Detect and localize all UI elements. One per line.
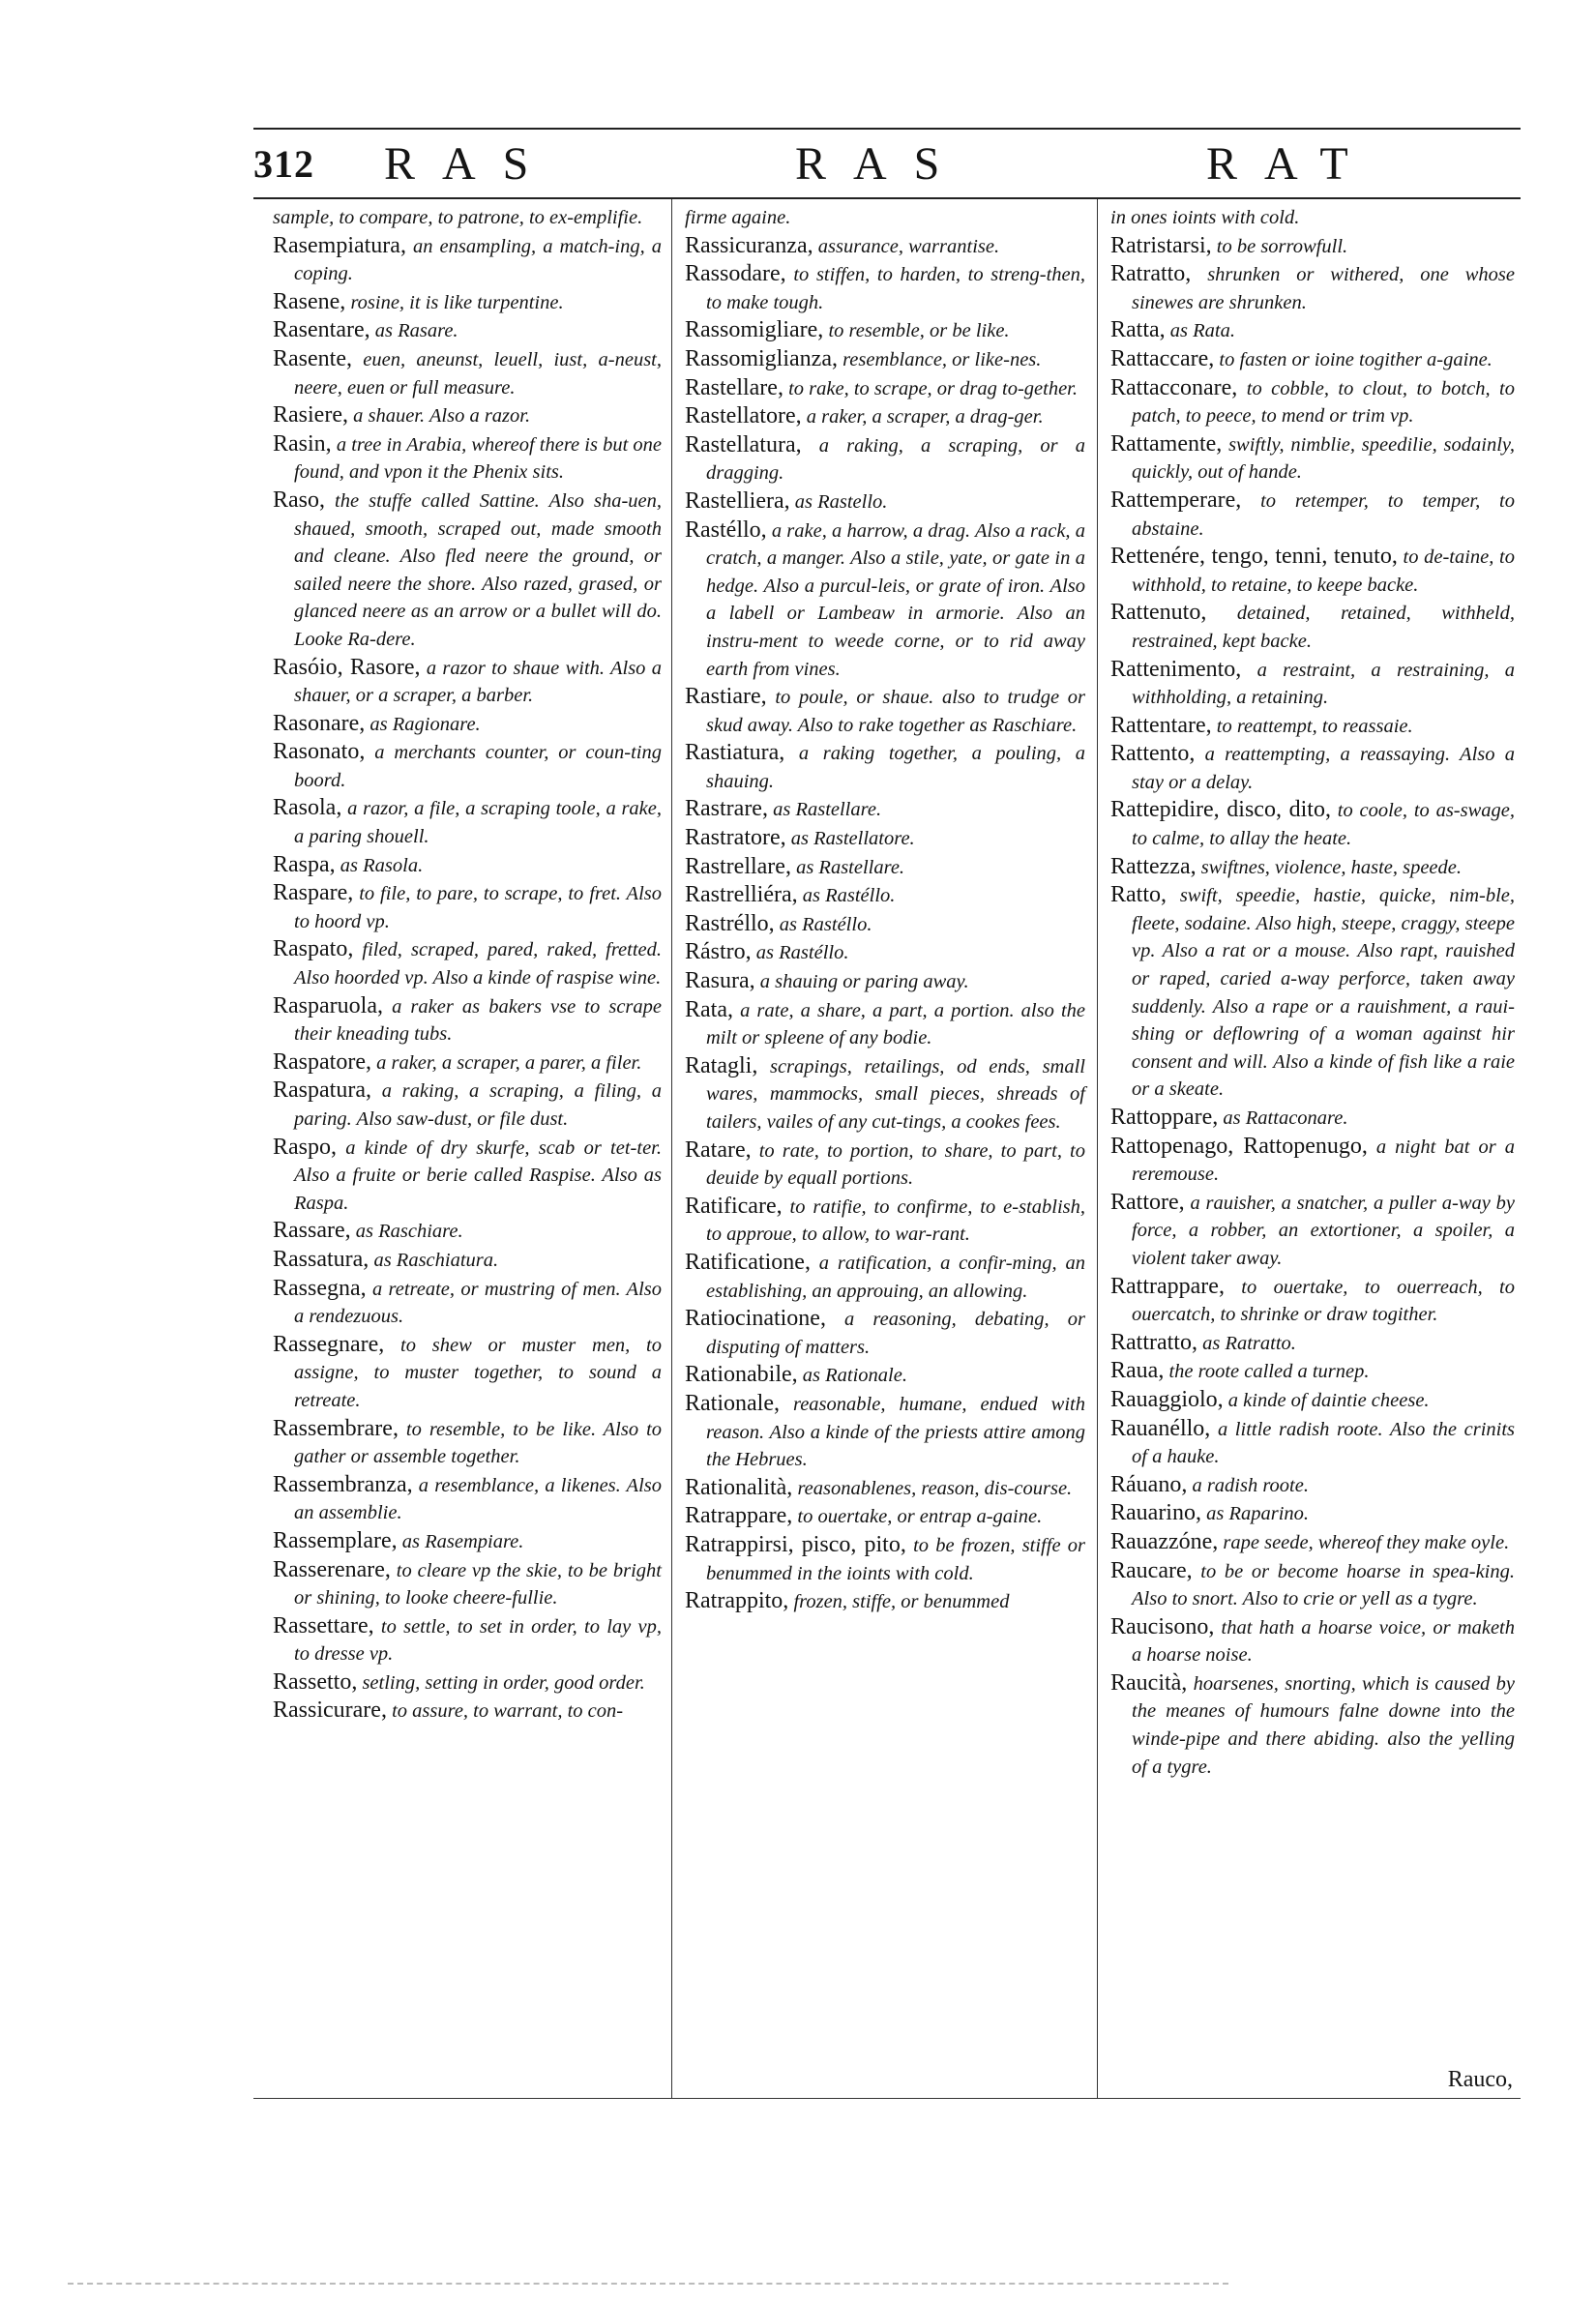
- entry-headword: Rastéllo,: [685, 516, 767, 543]
- entry-definition: as Rastellare.: [773, 799, 882, 821]
- entry-definition: frozen, stiffe, or benummed: [793, 1591, 1010, 1613]
- entry-definition: a raker, a scraper, a drag-ger.: [806, 406, 1044, 428]
- entry-definition: as Raschiatura.: [373, 1249, 499, 1271]
- entry-headword: Rastellatura,: [685, 431, 802, 457]
- entry-headword: Rattenimento,: [1110, 656, 1242, 682]
- entry-headword: Rasempiatura,: [273, 232, 406, 258]
- dictionary-entry: [1110, 1613, 1515, 1669]
- dictionary-entry: [1110, 1528, 1515, 1557]
- entry-headword: Rastrellare,: [685, 853, 791, 879]
- dictionary-column-1: [273, 203, 662, 1726]
- entry-headword: Rassatura,: [273, 1246, 369, 1272]
- entry-headword: Rasóio, Rasore,: [273, 654, 421, 680]
- dictionary-entry: [273, 1048, 662, 1077]
- entry-headword: Raso,: [273, 487, 325, 513]
- dictionary-entry: [685, 1502, 1085, 1531]
- dictionary-entry: [1110, 1499, 1515, 1528]
- entry-definition: sample, to compare, to patrone, to ex-emplifie.: [273, 207, 643, 228]
- dictionary-entry: [1110, 1189, 1515, 1273]
- entry-definition: to fasten or ioine togither a-gaine.: [1219, 348, 1493, 370]
- entry-headword: Ratratto,: [1110, 261, 1192, 287]
- entry-headword: Rationabile,: [685, 1362, 798, 1388]
- entry-headword: Rattore,: [1110, 1189, 1185, 1215]
- entry-definition: to shew or muster men, to assigne, to muster together, to sound a retreate.: [294, 1334, 662, 1411]
- entry-definition: rape seede, whereof they make oyle.: [1223, 1531, 1510, 1553]
- entry-definition: to retemper, to temper, to abstaine.: [1132, 489, 1515, 540]
- dictionary-entry: [1110, 543, 1515, 599]
- entry-definition: to assure, to warrant, to con-: [392, 1700, 624, 1723]
- entry-headword: Rattentare,: [1110, 712, 1212, 738]
- entry-definition: a resemblance, a likenes. Also an assemblie.: [294, 1474, 662, 1524]
- dictionary-entry: [273, 1556, 662, 1612]
- entry-definition: the roote called a turnep.: [1168, 1361, 1370, 1383]
- dictionary-entry: [1110, 599, 1515, 655]
- dictionary-entry: [273, 1275, 662, 1331]
- bottom-rule: [253, 2098, 1521, 2099]
- dictionary-entry: [685, 1361, 1085, 1390]
- entry-definition: to file, to pare, to scrape, to fret. Also to hoord vp.: [294, 883, 662, 932]
- entry-definition: firme againe.: [685, 207, 791, 228]
- entry-definition: a shauer. Also a razor.: [353, 405, 531, 428]
- entry-definition: as Rastellare.: [796, 856, 905, 878]
- entry-definition: a ratification, a confir-ming, an establishing, an approuing, an allowing.: [706, 1252, 1086, 1302]
- dictionary-entry: [273, 710, 662, 739]
- entry-definition: an ensampling, a match-ing, a coping.: [294, 235, 662, 285]
- dictionary-entry: [273, 1697, 662, 1726]
- dictionary-entry: [1110, 345, 1515, 374]
- dictionary-entry: [685, 938, 1085, 967]
- entry-headword: Rassemplare,: [273, 1527, 398, 1553]
- entry-definition: a raker as bakers vse to scrape their kneading tubs.: [294, 995, 663, 1046]
- entry-definition: in ones ioints with cold.: [1110, 207, 1300, 228]
- entry-definition: to be frozen, stiffe or benummed in the ioints with cold.: [706, 1534, 1086, 1584]
- entry-definition: as Rastello.: [794, 490, 888, 513]
- entry-headword: Rauazzóne,: [1110, 1528, 1219, 1554]
- entry-headword: Rasin,: [273, 430, 332, 457]
- dictionary-entry: [1110, 430, 1515, 487]
- dictionary-entry: [273, 1217, 662, 1246]
- entry-definition: as Ratratto.: [1202, 1332, 1296, 1354]
- entry-headword: Rattoppare,: [1110, 1105, 1219, 1130]
- entry-definition: to be sorrowfull.: [1216, 235, 1348, 257]
- dictionary-entry: [685, 1531, 1085, 1587]
- page-header: [253, 135, 1521, 199]
- entry-definition: as Rasare.: [374, 320, 458, 342]
- entry-headword: Rastréllo,: [685, 910, 775, 936]
- entry-headword: Rastellare,: [685, 374, 783, 400]
- dictionary-entry: [273, 203, 662, 232]
- entry-headword: Rationale,: [685, 1390, 780, 1416]
- entry-headword: Rassomigliare,: [685, 317, 824, 343]
- dictionary-entry: [273, 345, 662, 401]
- dictionary-entry: [273, 1668, 662, 1697]
- entry-headword: Rassicurare,: [273, 1697, 387, 1724]
- dictionary-entry: [273, 288, 662, 317]
- dictionary-entry: [685, 996, 1085, 1052]
- dictionary-entry: [685, 1136, 1085, 1193]
- dictionary-entry: [685, 232, 1085, 261]
- dictionary-entry: [685, 316, 1085, 345]
- entry-headword: Rasonato,: [273, 739, 366, 765]
- entry-definition: a kinde of dry skurfe, scab or tet-ter. Also a fruite or berie called Raspise. Also as Raspa.: [294, 1136, 662, 1214]
- entry-definition: to ouertake, or entrap a-gaine.: [797, 1506, 1043, 1528]
- dictionary-entry: [273, 1471, 662, 1527]
- entry-definition: a radish roote.: [1192, 1474, 1309, 1496]
- dictionary-entry: [273, 1415, 662, 1471]
- entry-definition: as Rata.: [1169, 320, 1235, 342]
- dictionary-entry: [1110, 853, 1515, 882]
- entry-definition: as Rationale.: [802, 1365, 907, 1387]
- entry-headword: Rattaccare,: [1110, 345, 1215, 371]
- entry-headword: Rassegna,: [273, 1275, 367, 1301]
- entry-definition: a shauing or paring away.: [759, 971, 969, 993]
- dictionary-entry: [685, 260, 1085, 316]
- dictionary-entry: [273, 487, 662, 654]
- entry-headword: Rassicuranza,: [685, 232, 813, 258]
- entry-definition: as Rasempiare.: [401, 1530, 524, 1552]
- entry-headword: Ráuano,: [1110, 1471, 1188, 1497]
- dictionary-column-2: [685, 203, 1085, 1616]
- column-divider-2: [1097, 199, 1098, 2099]
- entry-definition: a razor, a file, a scraping toole, a rake, a paring shouell.: [294, 798, 663, 848]
- dictionary-entry: [273, 1077, 662, 1133]
- entry-headword: Rasene,: [273, 288, 346, 314]
- entry-headword: Ratificatione,: [685, 1249, 811, 1275]
- scan-edge-mark: [68, 2283, 1228, 2290]
- entry-headword: Rasiere,: [273, 402, 348, 428]
- entry-definition: to cobble, to clout, to botch, to patch, to peece, to mend or trim vp.: [1132, 377, 1516, 428]
- dictionary-entry: [1110, 1386, 1515, 1415]
- entry-headword: Raspatura,: [273, 1077, 371, 1104]
- entry-definition: as Rastéllo.: [755, 942, 849, 964]
- entry-headword: Rasola,: [273, 795, 342, 821]
- dictionary-entry: [685, 853, 1085, 882]
- entry-headword: Rattemperare,: [1110, 487, 1242, 513]
- entry-headword: Raucità,: [1110, 1669, 1188, 1696]
- entry-definition: euen, aneunst, leuell, iust, a-neust, neere, euen or full measure.: [294, 348, 662, 398]
- entry-headword: Ratrappare,: [685, 1503, 793, 1529]
- dictionary-entry: [1110, 656, 1515, 712]
- entry-headword: Rata,: [685, 996, 733, 1022]
- entry-headword: Ratrappito,: [685, 1588, 789, 1614]
- entry-definition: swiftnes, violence, haste, speede.: [1200, 856, 1463, 878]
- dictionary-entry: [685, 824, 1085, 853]
- entry-headword: Rassetto,: [273, 1668, 358, 1695]
- entry-definition: as Raschiare.: [355, 1221, 463, 1243]
- entry-headword: Rasserenare,: [273, 1556, 391, 1582]
- entry-definition: shrunken or withered, one whose sinewes are shrunken.: [1132, 264, 1515, 313]
- entry-headword: Rassembranza,: [273, 1471, 413, 1497]
- dictionary-entry: [273, 879, 662, 935]
- entry-headword: Rassare,: [273, 1218, 351, 1244]
- dictionary-entry: [1110, 1104, 1515, 1133]
- dictionary-page: [253, 135, 1521, 2099]
- entry-definition: as Rastéllo.: [802, 885, 896, 907]
- dictionary-entry: [1110, 487, 1515, 543]
- dictionary-entry: [1110, 1415, 1515, 1471]
- entry-headword: Ratificare,: [685, 1193, 783, 1219]
- entry-headword: Rastellatore,: [685, 403, 802, 429]
- entry-definition: to rake, to scrape, or drag to-gether.: [788, 377, 1078, 399]
- entry-definition: a rate, a share, a part, a portion. also the milt or spleene of any bodie.: [706, 999, 1085, 1049]
- entry-definition: a merchants counter, or coun-ting boord.: [294, 742, 662, 791]
- dictionary-entry: [685, 1052, 1085, 1136]
- entry-definition: a raking, a scraping, or a dragging.: [706, 434, 1086, 485]
- entry-headword: Ratta,: [1110, 317, 1166, 343]
- entry-headword: Rastrelliéra,: [685, 882, 798, 908]
- dictionary-entry: [273, 794, 662, 850]
- dictionary-entry: [1110, 1557, 1515, 1613]
- entry-definition: that hath a hoarse voice, or maketh a hoarse noise.: [1132, 1616, 1516, 1667]
- entry-headword: Raspa,: [273, 851, 336, 877]
- entry-definition: a razor to shaue with. Also a shauer, or a scraper, a barber.: [294, 657, 662, 707]
- entry-headword: Rastiatura,: [685, 740, 785, 766]
- entry-headword: Ratare,: [685, 1136, 752, 1163]
- entry-definition: hoarsenes, snorting, which is caused by the meanes of humours falne downe into the winde-pipe and there abiding. also the yelling of a tygre.: [1132, 1672, 1515, 1778]
- dictionary-entry: [685, 1390, 1085, 1474]
- entry-definition: to rate, to portion, to share, to part, to deuide by equall portions.: [706, 1139, 1085, 1190]
- entry-definition: filed, scraped, pared, raked, fretted. Also hoorded vp. Also a kinde of raspise wine.: [294, 939, 662, 989]
- dictionary-entry: [685, 1587, 1085, 1616]
- entry-definition: to poule, or shaue. also to trudge or skud away. Also to rake together as Raschiare.: [706, 687, 1085, 736]
- entry-headword: Rastelliera,: [685, 487, 790, 514]
- dictionary-entry: [685, 1193, 1085, 1249]
- dictionary-entry: [685, 967, 1085, 996]
- entry-headword: Rauanéllo,: [1110, 1415, 1211, 1441]
- entry-definition: a raking together, a pouling, a shauing.: [706, 743, 1085, 792]
- entry-headword: Rasura,: [685, 968, 755, 994]
- entry-headword: Raspato,: [273, 936, 354, 962]
- entry-definition: a little radish roote. Also the crinits of a hauke.: [1132, 1418, 1516, 1468]
- entry-definition: as Raparino.: [1206, 1503, 1310, 1525]
- dictionary-entry: [685, 1305, 1085, 1361]
- dictionary-entry: [685, 683, 1085, 739]
- dictionary-entry: [273, 851, 662, 880]
- entry-definition: a restraint, a restraining, a withholding, a retaining.: [1132, 659, 1516, 709]
- entry-headword: Raucare,: [1110, 1557, 1193, 1583]
- entry-headword: Raspo,: [273, 1134, 337, 1160]
- entry-definition: as Ragionare.: [369, 713, 481, 735]
- entry-headword: Rassomiglianza,: [685, 345, 838, 371]
- dictionary-entry: [273, 232, 662, 288]
- entry-definition: reasonablenes, reason, dis-course.: [797, 1477, 1073, 1499]
- dictionary-entry: [273, 935, 662, 991]
- dictionary-entry: [685, 910, 1085, 939]
- dictionary-entry: [1110, 260, 1515, 316]
- entry-definition: swift, speedie, hastie, quicke, nim-ble, fleete, sodaine. Also high, steepe, craggy, steepe vp. Also a rat or a mouse. Also rapt, rauished or raped, caried a-way perforce, taken away suddenly. Also a rape or a rauishment, a raui-shing or deflowring of a woman against hir consent and will. Also a kinde of fish like a raie or a skeate.: [1132, 885, 1516, 1101]
- dictionary-entry: [273, 1527, 662, 1556]
- entry-definition: a rake, a harrow, a drag. Also a rack, a cratch, a manger. Also a stile, yate, or gate in a hedge. Also a purcul-leis, or grate of iron. Also a labell or Lambeaw in armorie. Also an instru-ment to weede corne, or to rid away earth from vines.: [706, 519, 1085, 680]
- dictionary-entry: [1110, 740, 1515, 796]
- catchword: Rauco,: [1447, 2067, 1513, 2092]
- entry-headword: Rettenére, tengo, tenni, tenuto,: [1110, 544, 1398, 570]
- entry-headword: Rastratore,: [685, 825, 786, 851]
- entry-headword: Rassembrare,: [273, 1415, 399, 1441]
- entry-headword: Rattacconare,: [1110, 374, 1238, 400]
- dictionary-entry: [273, 654, 662, 710]
- dictionary-entry: [273, 738, 662, 794]
- dictionary-entry: [1110, 1357, 1515, 1386]
- entry-headword: Rattezza,: [1110, 853, 1197, 879]
- entry-headword: Rattratto,: [1110, 1329, 1197, 1355]
- dictionary-entry: [685, 1474, 1085, 1503]
- entry-definition: to resemble, or be like.: [828, 320, 1010, 342]
- top-rule: [253, 128, 1521, 130]
- dictionary-entry: [273, 430, 662, 487]
- dictionary-entry: [685, 374, 1085, 403]
- dictionary-entry: [273, 401, 662, 430]
- entry-headword: Rastrare,: [685, 796, 768, 822]
- entry-definition: detained, retained, withheld, restrained, kept backe.: [1132, 603, 1515, 652]
- dictionary-entry: [1110, 881, 1515, 1104]
- entry-headword: Raspatore,: [273, 1048, 371, 1075]
- entry-definition: a night bat or a reremouse.: [1132, 1136, 1515, 1186]
- dictionary-entry: [273, 1612, 662, 1668]
- entry-definition: scrapings, retailings, od ends, small wares, mammocks, small pieces, shreads of tailers, vailes of any cut-tings, a cookes fees.: [706, 1055, 1086, 1133]
- entry-definition: to cleare vp the skie, to be bright or shining, to looke cheere-fullie.: [294, 1559, 662, 1609]
- entry-definition: to resemble, to be like. Also to gather or assemble together.: [294, 1418, 663, 1468]
- entry-definition: as Rattaconare.: [1223, 1107, 1348, 1129]
- dictionary-entry: [1110, 1329, 1515, 1358]
- column-divider-1: [671, 199, 672, 2099]
- entry-headword: Rassodare,: [685, 261, 786, 287]
- entry-headword: Rástro,: [685, 939, 752, 965]
- entry-headword: Rasente,: [273, 345, 352, 371]
- entry-definition: a raker, a scraper, a parer, a filer.: [376, 1051, 642, 1074]
- entry-definition: to ouertake, to ouerreach, to ouercatch, to shrinke or draw togither.: [1132, 1276, 1515, 1326]
- dictionary-entry: [273, 316, 662, 345]
- entry-definition: resemblance, or like-nes.: [842, 348, 1042, 370]
- entry-headword: Rattamente,: [1110, 430, 1223, 457]
- running-head-right: RAT: [1206, 138, 1375, 190]
- entry-definition: setling, setting in order, good order.: [362, 1671, 645, 1694]
- entry-headword: Rassegnare,: [273, 1331, 385, 1357]
- dictionary-entry: [1110, 1669, 1515, 1781]
- entry-headword: Rassettare,: [273, 1612, 374, 1638]
- entry-definition: a kinde of daintie cheese.: [1227, 1389, 1430, 1411]
- entry-definition: a raking, a scraping, a filing, a paring. Also saw-dust, or file dust.: [294, 1080, 662, 1130]
- entry-headword: Ratiocinatione,: [685, 1306, 826, 1332]
- entry-headword: Raspare,: [273, 880, 354, 906]
- entry-headword: Rationalità,: [685, 1474, 793, 1500]
- entry-definition: swiftly, nimblie, speedilie, sodainly, quickly, out of hande.: [1132, 433, 1515, 484]
- dictionary-entry: [273, 992, 662, 1048]
- entry-definition: as Rastéllo.: [779, 913, 872, 935]
- dictionary-entry: [1110, 1471, 1515, 1500]
- entry-definition: rosine, it is like turpentine.: [350, 291, 564, 313]
- dictionary-entry: [685, 516, 1085, 684]
- dictionary-entry: [685, 1249, 1085, 1305]
- entry-definition: to ratifie, to confirme, to e-stablish, to approue, to allow, to war-rant.: [706, 1195, 1085, 1246]
- entry-definition: to be or become hoarse in spea-king. Also to snort. Also to crie or yell as a tygre.: [1132, 1560, 1515, 1610]
- entry-definition: a tree in Arabia, whereof there is but one found, and vpon it the Phenix sits.: [294, 433, 662, 484]
- entry-headword: Rastiare,: [685, 684, 767, 710]
- dictionary-entry: [685, 345, 1085, 374]
- entry-definition: a rauisher, a snatcher, a puller a-way by force, a robber, an extortioner, a spoiler, a violent taker away.: [1132, 1192, 1516, 1269]
- dictionary-entry: [273, 1134, 662, 1218]
- dictionary-entry: [685, 203, 1085, 232]
- dictionary-entry: [1110, 232, 1515, 261]
- dictionary-entry: [1110, 203, 1515, 232]
- entry-headword: Rattrappare,: [1110, 1273, 1225, 1299]
- entry-headword: Rattenuto,: [1110, 600, 1207, 626]
- entry-definition: a reasoning, debating, or disputing of matters.: [706, 1309, 1085, 1358]
- entry-headword: Rattento,: [1110, 741, 1196, 767]
- entry-headword: Rauarino,: [1110, 1500, 1201, 1526]
- running-head-center: RAS: [795, 138, 967, 190]
- entry-headword: Rattepidire, disco, dito,: [1110, 797, 1331, 823]
- entry-definition: to coole, to as-swage, to calme, to allay the heate.: [1132, 800, 1515, 850]
- entry-headword: Raucisono,: [1110, 1613, 1215, 1639]
- entry-definition: as Rasola.: [340, 854, 424, 876]
- dictionary-entry: [685, 795, 1085, 824]
- dictionary-entry: [685, 431, 1085, 487]
- entry-headword: Raua,: [1110, 1358, 1165, 1384]
- entry-headword: Rasonare,: [273, 710, 366, 736]
- entry-definition: to stiffen, to harden, to streng-then, to make tough.: [706, 264, 1085, 313]
- running-head-left: RAS: [384, 138, 556, 190]
- dictionary-entry: [1110, 374, 1515, 430]
- entry-headword: Rauaggiolo,: [1110, 1386, 1224, 1412]
- entry-definition: to de-taine, to withhold, to retaine, to keepe backe.: [1132, 546, 1515, 596]
- dictionary-entry: [1110, 796, 1515, 852]
- dictionary-column-3: [1110, 203, 1515, 1781]
- entry-definition: a reattempting, a reassaying. Also a stay or a delay.: [1132, 744, 1515, 793]
- entry-headword: Ratto,: [1110, 882, 1167, 908]
- entry-definition: assurance, warrantise.: [817, 235, 1000, 257]
- entry-headword: Ratristarsi,: [1110, 232, 1212, 258]
- dictionary-entry: [1110, 712, 1515, 741]
- entry-headword: Ratagli,: [685, 1052, 758, 1078]
- dictionary-entry: [273, 1331, 662, 1415]
- dictionary-entry: [1110, 316, 1515, 345]
- entry-definition: as Rastellatore.: [790, 828, 915, 850]
- dictionary-entry: [685, 402, 1085, 431]
- entry-definition: reasonable, humane, endued with reason. Also a kinde of the priests attire among the Hebrues.: [706, 1393, 1085, 1471]
- dictionary-entry: [685, 881, 1085, 910]
- entry-definition: to reattempt, to reassaie.: [1216, 715, 1413, 737]
- entry-headword: Ratrappirsi, pisco, pito,: [685, 1531, 906, 1557]
- dictionary-entry: [1110, 1273, 1515, 1329]
- entry-definition: the stuffe called Sattine. Also sha-uen, shaued, smooth, scraped out, made smooth and cleane. Also fled neere the ground, or sailed neere the shore. Also razed, grased, or glanced neere as an arrow or a bullet will do. Looke Ra-dere.: [294, 489, 662, 650]
- entry-headword: Rasparuola,: [273, 992, 383, 1018]
- entry-definition: a retreate, or mustring of men. Also a rendezuous.: [294, 1278, 662, 1328]
- page-number: 312: [253, 142, 314, 186]
- entry-definition: to settle, to set in order, to lay vp, to dresse vp.: [294, 1615, 663, 1666]
- entry-headword: Rattopenago, Rattopenugo,: [1110, 1133, 1368, 1159]
- entry-headword: Rasentare,: [273, 317, 370, 343]
- dictionary-entry: [273, 1246, 662, 1275]
- dictionary-entry: [685, 487, 1085, 516]
- dictionary-entry: [685, 739, 1085, 795]
- dictionary-entry: [1110, 1133, 1515, 1189]
